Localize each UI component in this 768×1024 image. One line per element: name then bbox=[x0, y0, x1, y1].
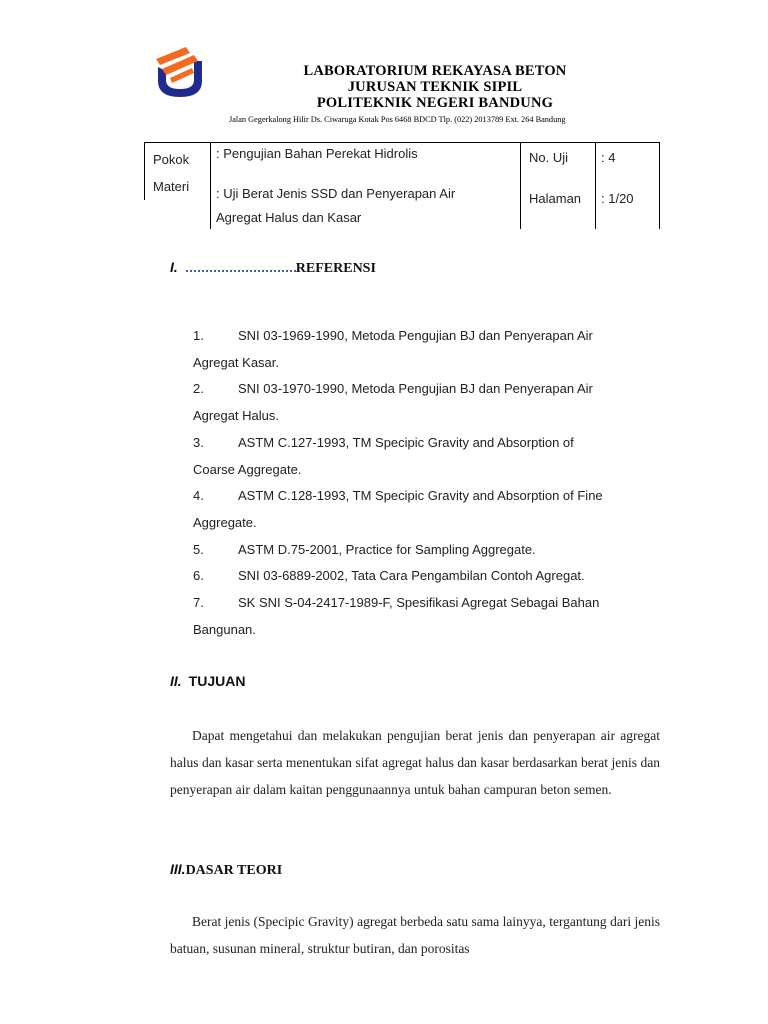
list-item: 3. ASTM C.127-1993, TM Specipic Gravity and Absorption of Coarse Aggregate. bbox=[193, 434, 574, 477]
table-border bbox=[595, 142, 596, 229]
list-item: 1. SNI 03-1969-1990, Metoda Pengujian BJ dan Penyerapan Air Agregat Kasar. bbox=[193, 328, 593, 370]
halaman-value: : 1/20 bbox=[601, 191, 634, 206]
table-border bbox=[210, 142, 211, 229]
header-institution: POLITEKNIK NEGERI BANDUNG bbox=[316, 95, 554, 111]
section-title: REFERENSI bbox=[295, 261, 376, 276]
info-table bbox=[144, 142, 660, 229]
header-lab-name: LABORATORIUM REKAYASA BETON bbox=[303, 63, 567, 79]
reference-list bbox=[193, 323, 659, 643]
dotted-leader bbox=[186, 266, 296, 272]
header-address: Jalan Gegerkalong Hilir Ds. Ciwaruga Kotak Pos 6468 BDCD Tlp. (022) 2013789 Ext. 264 Bandung bbox=[229, 115, 566, 124]
halaman-label: Halaman bbox=[529, 191, 582, 206]
dasar-teori-paragraph: Berat jenis (Specipic Gravity) agregat berbeda satu sama lainyya, tergantung dari jenis batuan, susunan mineral, struktur butiran, dan porositas bbox=[170, 914, 660, 956]
list-item: 5. ASTM D.75-2001, Practice for Sampling Aggregate. bbox=[193, 541, 536, 557]
header-department: JURUSAN TEKNIK SIPIL bbox=[347, 79, 523, 95]
section-title: TUJUAN bbox=[188, 673, 246, 689]
section-tujuan-heading bbox=[170, 673, 245, 691]
no-uji-label: No. Uji bbox=[529, 150, 569, 165]
pokok-label: Pokok bbox=[153, 152, 190, 167]
table-border bbox=[659, 142, 660, 229]
section-title: DASAR TEORI bbox=[185, 863, 283, 878]
materi-line-2: : Uji Berat Jenis SSD dan Penyerapan Air bbox=[216, 186, 456, 201]
materi-label: Materi bbox=[153, 179, 190, 194]
table-top-border bbox=[144, 142, 660, 143]
section-dasar-teori-heading bbox=[170, 861, 282, 879]
polban-logo bbox=[152, 45, 208, 101]
no-uji-value: : 4 bbox=[601, 150, 616, 165]
letterhead bbox=[215, 63, 655, 124]
list-item: 7. SK SNI S-04-2417-1989-F, Spesifikasi Agregat Sebagai Bahan Bangunan. bbox=[193, 595, 600, 637]
section-referensi-heading bbox=[170, 259, 376, 277]
section-number: I. bbox=[170, 259, 178, 275]
materi-line-1: : Pengujian Bahan Perekat Hidrolis bbox=[216, 146, 418, 161]
table-border bbox=[144, 142, 145, 200]
section-number: II. bbox=[170, 673, 182, 689]
tujuan-paragraph: Dapat mengetahui dan melakukan pengujian berat jenis dan penyerapan air agregat halus dan kasar serta menentukan sifat agregat halus dan kasar berdasarkan berat jenis dan penyerapan air dalam kaitan penggunaannya untuk bahan campuran beton semen. bbox=[170, 728, 660, 797]
list-item: 4. ASTM C.128-1993, TM Specipic Gravity and Absorption of Fine Aggregate. bbox=[193, 488, 603, 530]
list-item: 2. SNI 03-1970-1990, Metoda Pengujian BJ dan Penyerapan Air Agregat Halus. bbox=[193, 381, 593, 424]
section-number: III. bbox=[170, 861, 186, 877]
table-border bbox=[520, 142, 521, 229]
list-item: 6. SNI 03-6889-2002, Tata Cara Pengambilan Contoh Agregat. bbox=[193, 568, 585, 584]
materi-line-3: Agregat Halus dan Kasar bbox=[216, 210, 362, 225]
